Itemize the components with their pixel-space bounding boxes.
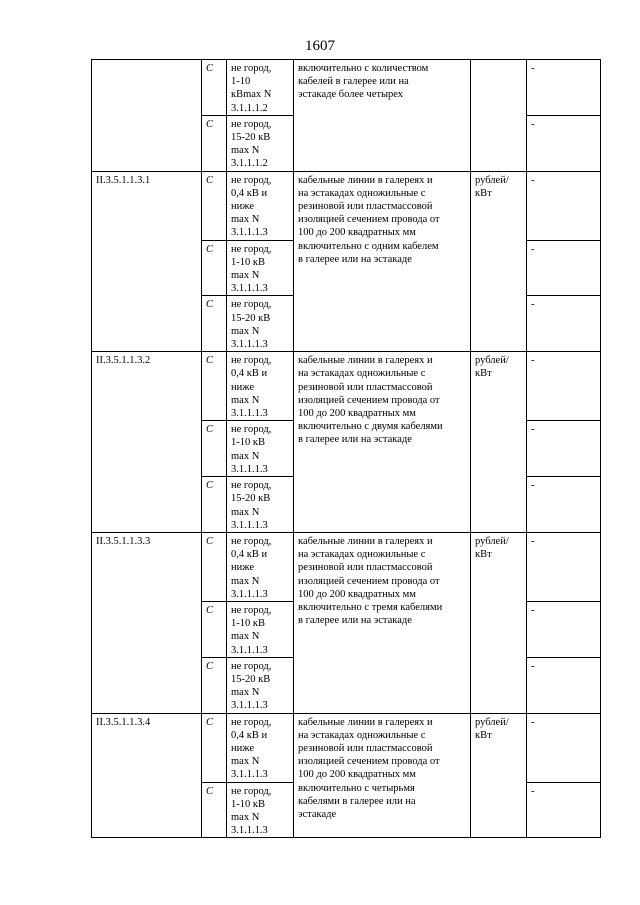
unit-line: рублей/ bbox=[475, 535, 509, 547]
unit-cell bbox=[471, 60, 527, 172]
zone-line: 3.1.1.1.3 bbox=[231, 339, 268, 351]
description-line: кабельные линии в галереях и bbox=[298, 355, 433, 367]
category-cell: С bbox=[202, 240, 227, 296]
zone-line: кВmax N bbox=[231, 89, 272, 101]
table-row bbox=[92, 171, 601, 240]
zone-line: не город, bbox=[231, 118, 272, 130]
voltage-zone-cell bbox=[227, 477, 294, 533]
zone-line: 15-20 кВ bbox=[231, 132, 271, 144]
zone-line: max N bbox=[231, 811, 260, 823]
zone-line: 0,4 кВ и bbox=[231, 368, 268, 380]
description-line: включительно с количеством bbox=[298, 63, 429, 74]
unit-cell bbox=[471, 171, 527, 352]
zone-line: 3.1.1.1.3 bbox=[231, 644, 268, 656]
voltage-zone-cell bbox=[227, 296, 294, 352]
description-line: 100 до 200 квадратных мм bbox=[298, 227, 416, 239]
zone-line: не город, bbox=[231, 174, 272, 186]
zone-line: ниже bbox=[231, 381, 255, 393]
description-cell bbox=[294, 60, 471, 172]
category-cell: С bbox=[202, 421, 227, 477]
voltage-zone-cell bbox=[227, 657, 294, 713]
zone-line: 3.1.1.1.3 bbox=[231, 283, 268, 295]
zone-line: 3.1.1.1.3 bbox=[231, 588, 268, 600]
description-line: на эстакадах одножильные с bbox=[298, 187, 426, 199]
value-cell: - bbox=[527, 171, 601, 240]
zone-line: 3.1.1.1.3 bbox=[231, 825, 268, 837]
value-cell: - bbox=[527, 60, 601, 116]
description-line: в галерее или на эстакаде bbox=[298, 615, 412, 627]
zone-line: max N bbox=[231, 214, 260, 226]
voltage-zone-cell bbox=[227, 60, 294, 116]
voltage-zone-cell bbox=[227, 352, 294, 421]
zone-line: не город, bbox=[231, 424, 272, 436]
zone-line: не город, bbox=[231, 785, 272, 797]
unit-line: кВт bbox=[475, 729, 492, 741]
description-cell bbox=[294, 171, 471, 352]
description-line: на эстакадах одножильные с bbox=[298, 368, 426, 380]
zone-line: 3.1.1.1.3 bbox=[231, 463, 268, 475]
category-cell: С bbox=[202, 782, 227, 838]
description-line: резиновой или пластмассовой bbox=[298, 381, 433, 393]
description-line: изоляцией сечением провода от bbox=[298, 575, 440, 587]
zone-line: не город, bbox=[231, 660, 272, 672]
description-line: в галерее или на эстакаде bbox=[298, 253, 412, 265]
description-line: 100 до 200 квадратных мм bbox=[298, 588, 416, 600]
zone-line: 1-10 кВ bbox=[231, 437, 265, 449]
value-cell: - bbox=[527, 421, 601, 477]
zone-line: не город, bbox=[231, 716, 272, 728]
description-line: включительно с четырьмя bbox=[298, 782, 415, 794]
description-line: кабельные линии в галереях и bbox=[298, 174, 433, 186]
description-line: изоляцией сечением провода от bbox=[298, 214, 440, 226]
description-line: кабелей в галерее или на bbox=[298, 76, 409, 88]
category-cell: С bbox=[202, 657, 227, 713]
zone-line: max N bbox=[231, 575, 260, 587]
unit-line: рублей/ bbox=[475, 716, 509, 728]
zone-line: max N bbox=[231, 506, 260, 518]
value-cell: - bbox=[527, 352, 601, 421]
zone-line: не город, bbox=[231, 535, 272, 547]
description-line: кабельные линии в галереях и bbox=[298, 716, 433, 728]
zone-line: ниже bbox=[231, 201, 255, 213]
description-cell bbox=[294, 352, 471, 533]
table-row bbox=[92, 60, 601, 116]
zone-line: 1-10 кВ bbox=[231, 618, 265, 630]
zone-line: 15-20 кВ bbox=[231, 493, 271, 505]
zone-line: 3.1.1.1.2 bbox=[231, 158, 268, 170]
description-line: резиновой или пластмассовой bbox=[298, 201, 433, 213]
zone-line: не город, bbox=[231, 604, 272, 616]
description-cell bbox=[294, 713, 471, 838]
zone-line: 0,4 кВ и bbox=[231, 729, 268, 741]
zone-line: 3.1.1.1.3 bbox=[231, 700, 268, 712]
category-cell: С bbox=[202, 115, 227, 171]
category-cell: С bbox=[202, 171, 227, 240]
zone-line: 3.1.1.1.3 bbox=[231, 769, 268, 781]
description-cell bbox=[294, 532, 471, 713]
unit-line: кВт bbox=[475, 368, 492, 380]
zone-line: 3.1.1.1.3 bbox=[231, 519, 268, 531]
category-cell: С bbox=[202, 477, 227, 533]
zone-line: не город, bbox=[231, 243, 272, 255]
value-cell: - bbox=[527, 115, 601, 171]
zone-line: 1-10 кВ bbox=[231, 798, 265, 810]
zone-line: max N bbox=[231, 631, 260, 643]
value-cell: - bbox=[527, 657, 601, 713]
position-code bbox=[92, 60, 202, 172]
table-row bbox=[92, 352, 601, 421]
unit-line: кВт bbox=[475, 549, 492, 561]
description-line: включительно с одним кабелем bbox=[298, 240, 439, 252]
zone-line: не город, bbox=[231, 63, 272, 74]
description-line: 100 до 200 квадратных мм bbox=[298, 769, 416, 781]
value-cell: - bbox=[527, 477, 601, 533]
position-code: II.3.5.1.1.3.4 bbox=[92, 713, 202, 838]
zone-line: 3.1.1.1.2 bbox=[231, 102, 268, 114]
unit-cell bbox=[471, 532, 527, 713]
description-line: эстакаде bbox=[298, 808, 337, 820]
voltage-zone-cell bbox=[227, 421, 294, 477]
voltage-zone-cell bbox=[227, 782, 294, 838]
zone-line: max N bbox=[231, 145, 260, 157]
voltage-zone-cell bbox=[227, 713, 294, 782]
zone-line: 15-20 кВ bbox=[231, 673, 271, 685]
page-number: 1607 bbox=[305, 38, 335, 54]
unit-line: рублей/ bbox=[475, 355, 509, 367]
zone-line: 1-10 bbox=[231, 76, 251, 88]
description-line: на эстакадах одножильные с bbox=[298, 549, 426, 561]
unit-line: рублей/ bbox=[475, 174, 509, 186]
zone-line: max N bbox=[231, 270, 260, 282]
position-code: II.3.5.1.1.3.3 bbox=[92, 532, 202, 713]
value-cell: - bbox=[527, 240, 601, 296]
description-line: кабелями в галерее или на bbox=[298, 795, 416, 807]
zone-line: 3.1.1.1.3 bbox=[231, 408, 268, 420]
description-line: изоляцией сечением провода от bbox=[298, 756, 440, 768]
zone-line: 3.1.1.1.3 bbox=[231, 227, 268, 239]
voltage-zone-cell bbox=[227, 171, 294, 240]
zone-line: 15-20 кВ bbox=[231, 312, 271, 324]
description-line: изоляцией сечением провода от bbox=[298, 394, 440, 406]
zone-line: max N bbox=[231, 394, 260, 406]
description-line: в галерее или на эстакаде bbox=[298, 434, 412, 446]
category-cell: С bbox=[202, 60, 227, 116]
category-cell: С bbox=[202, 601, 227, 657]
table-row bbox=[92, 532, 601, 601]
value-cell: - bbox=[527, 296, 601, 352]
zone-line: не город, bbox=[231, 299, 272, 311]
unit-cell bbox=[471, 713, 527, 838]
description-line: 100 до 200 квадратных мм bbox=[298, 408, 416, 420]
value-cell: - bbox=[527, 532, 601, 601]
tariff-table bbox=[91, 59, 601, 838]
voltage-zone-cell bbox=[227, 115, 294, 171]
zone-line: ниже bbox=[231, 742, 255, 754]
description-line: включительно с двумя кабелями bbox=[298, 421, 443, 433]
voltage-zone-cell bbox=[227, 532, 294, 601]
unit-cell bbox=[471, 352, 527, 533]
zone-line: ниже bbox=[231, 562, 255, 574]
zone-line: max N bbox=[231, 325, 260, 337]
category-cell: С bbox=[202, 713, 227, 782]
description-line: включительно с тремя кабелями bbox=[298, 601, 443, 613]
zone-line: не город, bbox=[231, 480, 272, 492]
category-cell: С bbox=[202, 296, 227, 352]
table-row bbox=[92, 713, 601, 782]
zone-line: max N bbox=[231, 450, 260, 462]
position-code: II.3.5.1.1.3.1 bbox=[92, 171, 202, 352]
value-cell: - bbox=[527, 782, 601, 838]
zone-line: 1-10 кВ bbox=[231, 256, 265, 268]
description-line: кабельные линии в галереях и bbox=[298, 535, 433, 547]
description-line: на эстакадах одножильные с bbox=[298, 729, 426, 741]
zone-line: max N bbox=[231, 687, 260, 699]
zone-line: не город, bbox=[231, 355, 272, 367]
category-cell: С bbox=[202, 352, 227, 421]
zone-line: 0,4 кВ и bbox=[231, 549, 268, 561]
description-line: резиновой или пластмассовой bbox=[298, 742, 433, 754]
voltage-zone-cell bbox=[227, 240, 294, 296]
zone-line: 0,4 кВ и bbox=[231, 187, 268, 199]
position-code: II.3.5.1.1.3.2 bbox=[92, 352, 202, 533]
description-line: резиновой или пластмассовой bbox=[298, 562, 433, 574]
value-cell: - bbox=[527, 713, 601, 782]
description-line: эстакаде более четырех bbox=[298, 89, 404, 101]
unit-line: кВт bbox=[475, 187, 492, 199]
value-cell: - bbox=[527, 601, 601, 657]
zone-line: max N bbox=[231, 756, 260, 768]
voltage-zone-cell bbox=[227, 601, 294, 657]
category-cell: С bbox=[202, 532, 227, 601]
